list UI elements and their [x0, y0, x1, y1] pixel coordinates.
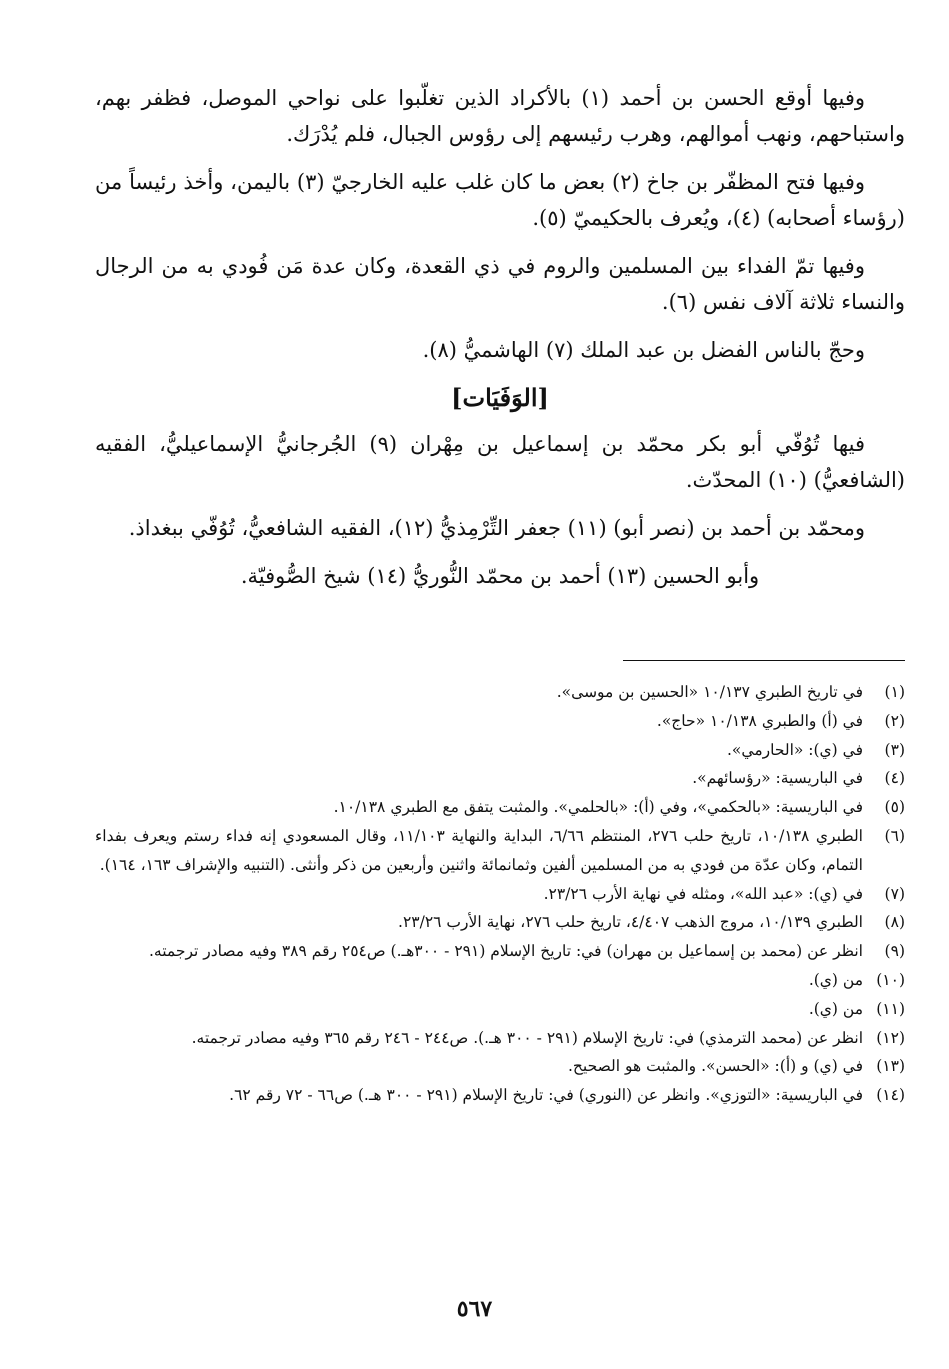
footnote-text: انظر عن (محمد الترمذي) في: تاريخ الإسلام (٢٩١ - ٣٠٠ هـ.). ص٢٤٤ - ٢٤٦ رقم ٣٦٥ وفيه مصادر ترجمته. — [191, 1028, 863, 1047]
footnote-number: (١٢) — [876, 1028, 905, 1047]
footnote-number: (٤) — [884, 769, 905, 788]
footnote — [95, 678, 905, 707]
footnote-text: في الباريسية: «بالحكمي»، وفي (أ): «بالحلمي». والمثبت يتفق مع الطبري ١٠/١٣٨. — [333, 798, 863, 817]
footnote-number: (١٣) — [876, 1057, 905, 1076]
footnote — [95, 937, 905, 966]
footnote — [95, 707, 905, 736]
footnote — [95, 1024, 905, 1053]
obituary-jurjani: فيها تُوُفّي أبو بكر محمّد بن إسماعيل بن مِهْران (٩) الجُرجانيُّ الإسماعيليُّ، الفقيه (الشافعيُّ) (١٠) المحدّث. — [95, 432, 905, 492]
footnote — [95, 1052, 905, 1081]
obituary-nuri: وأبو الحسين (١٣) أحمد بن محمّد النُّوريُّ (١٤) شيخ الصُّوفيّة. — [240, 564, 760, 588]
footnote — [95, 1081, 905, 1110]
footnote — [95, 966, 905, 995]
footnote-text: الطبري ١٠/١٣٩، مروج الذهب ٤/٤٠٧، تاريخ حلب ٢٧٦، نهاية الأرب ٢٣/٢٦. — [398, 913, 863, 932]
footnote-number: (٨) — [884, 913, 905, 932]
footnote-text: في (أ) والطبري ١٠/١٣٨ «حاج». — [656, 711, 863, 730]
paragraph-muzaffar-yemen: وفيها فتح المظفّر بن جاخ (٢) بعض ما كان غلب عليه الخارجيّ (٣) باليمن، وأخذ رئيساً من (رؤساء أصحابه) (٤)، ويُعرف بالحكيميّ (٥). — [95, 170, 905, 230]
paragraph-hajj: وحجّ بالناس الفضل بن عبد الملك (٧) الهاشميُّ (٨). — [422, 338, 865, 362]
footnote-number: (٦) — [884, 826, 905, 845]
footnote — [95, 908, 905, 937]
footnote-number: (٥) — [884, 798, 905, 817]
paragraph-prisoner-exchange: وفيها تمّ الفداء بين المسلمين والروم في ذي القعدة، وكان عدة مَن فُودي به من الرجال والنساء ثلاثة آلاف نفس (٦). — [95, 254, 905, 314]
footnote-number: (١١) — [876, 999, 905, 1018]
footnote — [95, 880, 905, 909]
footnote-number: (٢) — [884, 711, 905, 730]
footnote-text: من (ي). — [808, 999, 863, 1018]
main-text — [95, 80, 905, 606]
footnote-number: (١٤) — [876, 1086, 905, 1105]
footnote — [95, 736, 905, 765]
footnote-separator — [623, 660, 905, 661]
footnote-text: انظر عن (محمد بن إسماعيل بن مهران) في: تاريخ الإسلام (٢٩١ - ٣٠٠هـ.) ص٢٥٤ رقم ٣٨٩ وفيه مصادر ترجمته. — [149, 942, 863, 961]
footnote-text: في (ي) و (أ): «الحسن». والمثبت هو الصحيح. — [567, 1057, 863, 1076]
section-heading-obituaries: [الوَفَيَات] — [451, 383, 549, 412]
page-number: ٥٦٧ — [456, 1296, 493, 1322]
footnote-number: (١) — [884, 683, 905, 701]
footnote-text: في الباريسية: «رؤسائهم». — [692, 769, 863, 788]
footnote-text: الطبري ١٠/١٣٨، تاريخ حلب ٢٧٦، المنتظم ٦/٦٦، البداية والنهاية ١١/١٠٣، وقال المسعودي إنه فداء رستم ويعرف بفداء التمام، وكان عدّة من فودي به من المسلمين ألفين وثمانمائة واثنين وأربعين من ذكر وأنثى. (التنبيه والإشراف ١٦٣، ١٦٤). — [95, 826, 863, 874]
footnote — [95, 822, 905, 880]
footnote — [95, 793, 905, 822]
footnote — [95, 995, 905, 1024]
footnote — [95, 764, 905, 793]
footnote-number: (١٠) — [876, 970, 905, 989]
footnote-number: (٩) — [884, 942, 905, 961]
obituary-tirmidhi: ومحمّد بن أحمد بن (نصر أبو) (١١) جعفر التِّرْمِذيُّ (١٢)، الفقيه الشافعيُّ، تُوُفّي ببغداذ. — [128, 516, 865, 540]
footnote-text: في تاريخ الطبري ١٠/١٣٧ «الحسين بن موسى». — [556, 683, 863, 701]
footnotes — [95, 678, 905, 1110]
footnote-text: في (ي): «عبد الله»، ومثله في نهاية الأرب ٢٣/٢٦. — [543, 884, 863, 903]
footnote-text: من (ي). — [808, 970, 863, 989]
footnote-text: في (ي): «الحارمي». — [727, 740, 863, 759]
footnote-number: (٣) — [884, 740, 905, 759]
paragraph-hasan-kurds: وفيها أوقع الحسن بن أحمد (١) بالأكراد الذين تغلّبوا على نواحي الموصل، فظفر بهم، واستباحهم، ونهب أموالهم، وهرب رئيسهم إلى رؤوس الجبال، فلم يُدْرَك. — [95, 86, 905, 146]
footnote-text: في الباريسية: «التوزي». وانظر عن (النوري) في: تاريخ الإسلام (٢٩١ - ٣٠٠ هـ.) ص٦٦ - ٧٢ رقم ٦٢. — [229, 1086, 863, 1105]
footnote-number: (٧) — [884, 884, 905, 903]
